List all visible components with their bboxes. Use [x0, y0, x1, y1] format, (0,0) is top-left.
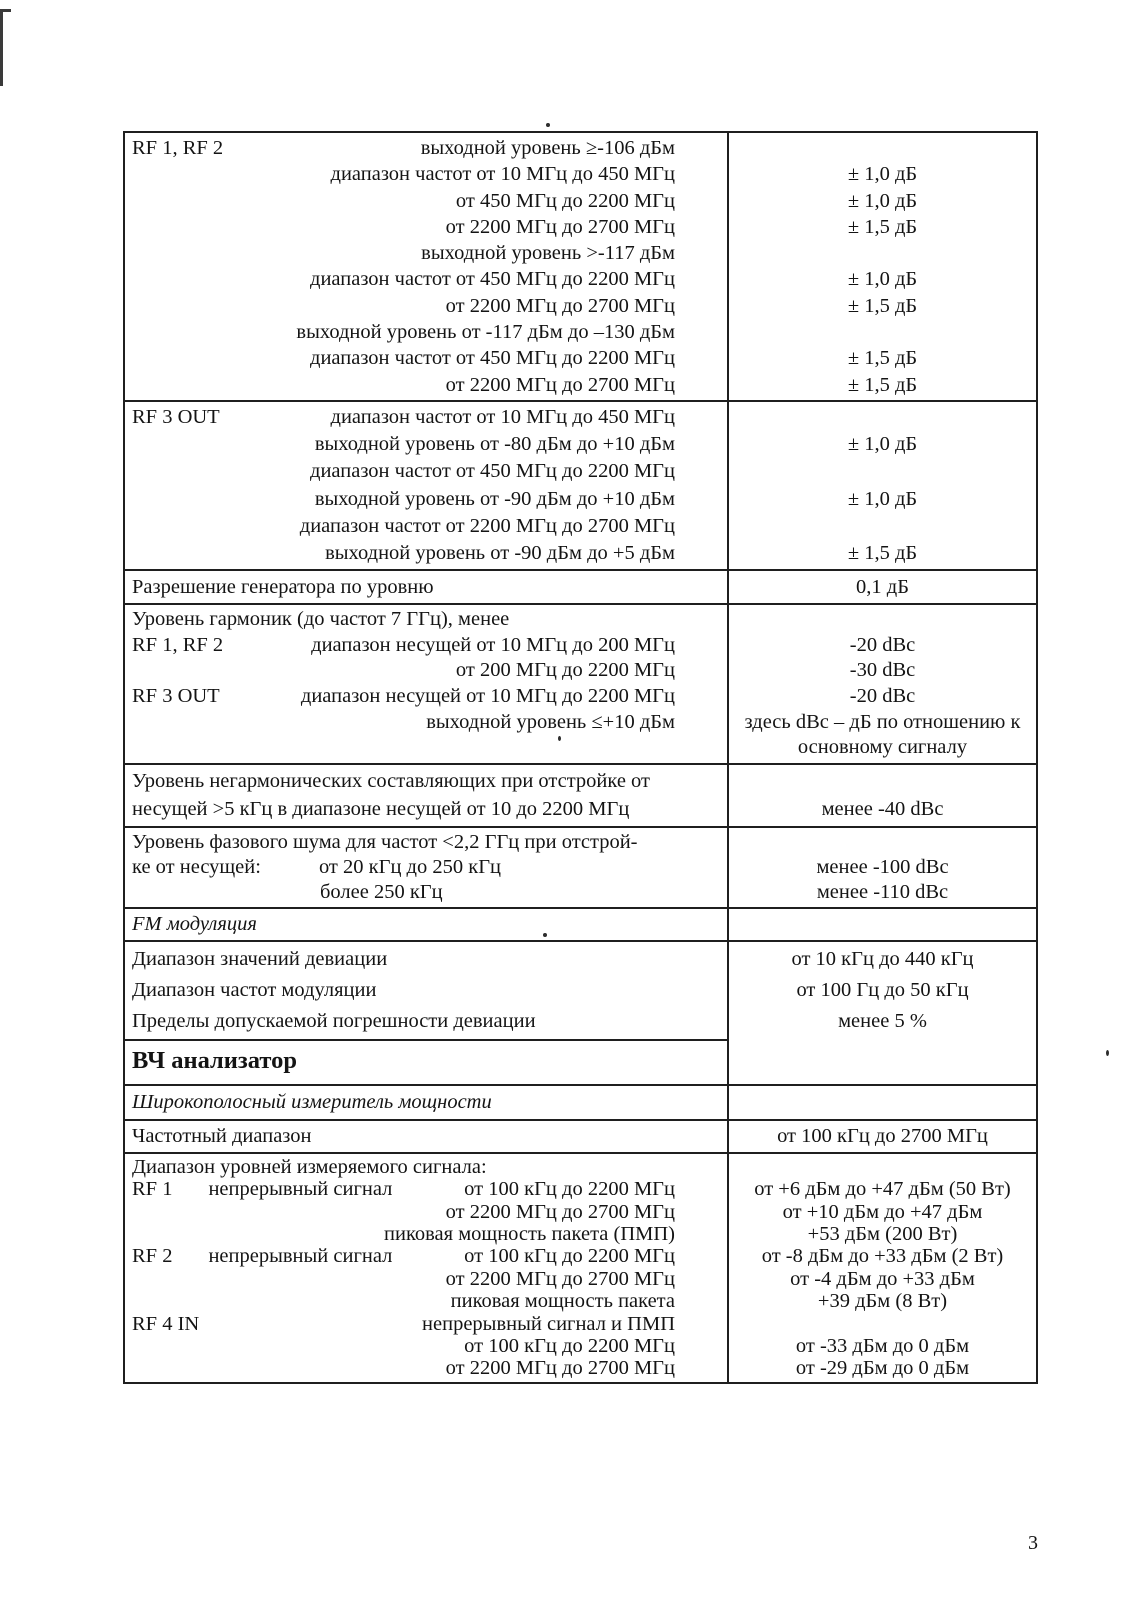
line-text: от 2200 МГц до 2700 МГц: [445, 1200, 675, 1223]
line-text: Широкополосный измеритель мощности: [132, 1090, 492, 1113]
row-fm-modulation-header: [124, 908, 1037, 941]
spec-value: от 10 кГц до 440 кГц: [791, 947, 974, 970]
spec-line: [125, 1313, 727, 1335]
line-text: от 2200 МГц до 2700 МГц: [445, 1357, 675, 1380]
spec-line: [125, 345, 727, 371]
spec-value: ± 1,5 дБ: [847, 215, 918, 238]
scan-artifact: [0, 12, 3, 86]
spec-value: от 100 кГц до 2700 МГц: [777, 1124, 988, 1147]
spec-value: ± 1,0 дБ: [847, 268, 918, 291]
spec-line: [125, 710, 727, 736]
line-text: пиковая мощность пакета (ПМП): [384, 1222, 675, 1245]
line-label: RF 3 OUT: [132, 405, 220, 428]
spec-value: +53 дБм (200 Вт): [807, 1222, 958, 1245]
spec-line: [125, 486, 727, 513]
line-label: RF 4 IN: [132, 1312, 200, 1335]
spec-value: от -8 дБм до +33 дБм (2 Вт): [761, 1245, 1004, 1268]
line-sublabel: непрерывный сигнал: [208, 1245, 393, 1268]
spec-value: основному сигналу: [797, 736, 968, 759]
spec-value: менее -40 dBc: [821, 798, 944, 821]
line-text: диапазон частот от 450 МГц до 2200 МГц: [310, 347, 675, 370]
spec-line: [125, 135, 727, 161]
line-text: непрерывный сигнал и ПМП: [422, 1312, 675, 1335]
spec-line: [125, 1123, 727, 1150]
spec-value: ± 1,5 дБ: [847, 294, 918, 317]
line-text: выходной уровень от -90 дБм до +10 дБм: [314, 487, 675, 510]
line-text: Диапазон уровней измеряемого сигнала:: [132, 1155, 487, 1178]
row-phase-noise: [124, 827, 1037, 908]
line-text: выходной уровень от -117 дБм до –130 дБм: [296, 321, 675, 344]
row-frequency-range: [124, 1120, 1037, 1153]
line-label: RF 1: [132, 1178, 173, 1201]
spec-value: менее 5 %: [838, 1009, 927, 1032]
line-label: RF 1, RF 2: [132, 137, 224, 159]
line-text: диапазон частот от 10 МГц до 450 МГц: [330, 163, 675, 186]
line-text: от 450 МГц до 2200 МГц: [455, 189, 675, 212]
row-rf12-accuracy: [124, 132, 1037, 401]
spec-line: [125, 431, 727, 458]
line-text: от 2200 МГц до 2700 МГц: [445, 1267, 675, 1290]
line-text: выходной уровень от -90 дБм до +5 дБм: [325, 541, 675, 564]
spec-line: [125, 293, 727, 319]
row-nonharmonic-level: [124, 764, 1037, 827]
spec-line: [125, 633, 727, 659]
line-text: диапазон частот от 10 МГц до 450 МГц: [330, 405, 675, 428]
row-broadband-power-meter-header: [124, 1085, 1037, 1120]
spec-line: [125, 372, 727, 398]
line-text: выходной уровень >-117 дБм: [421, 242, 675, 265]
line-text: диапазон частот от 2200 МГц до 2700 МГц: [299, 514, 675, 537]
spec-value: ± 1,5 дБ: [847, 373, 918, 396]
spec-value: от +6 дБм до +47 дБм (50 Вт): [754, 1178, 1011, 1201]
line-text: Уровень негармонических составляющих при отстройке от: [132, 769, 650, 792]
spec-value: ± 1,0 дБ: [847, 189, 918, 212]
spec-value: 0,1 дБ: [856, 576, 909, 599]
row-level-resolution: [124, 570, 1037, 604]
spec-value: [729, 319, 1036, 345]
line-label: RF 2: [132, 1245, 173, 1268]
spec-line: [125, 458, 727, 485]
scan-artifact: [0, 9, 11, 12]
spec-value: -20 dBc: [849, 684, 916, 707]
spec-value: [729, 1313, 1036, 1335]
spec-line: [125, 540, 727, 567]
spec-value: +39 дБм (8 Вт): [817, 1290, 948, 1313]
spec-line: [125, 855, 727, 880]
spec-line: [125, 1357, 727, 1379]
spec-value: [729, 135, 1036, 161]
spec-line: [125, 1044, 727, 1078]
spec-line: [125, 911, 727, 938]
line-text: Пределы допускаемой погрешности девиации: [132, 1009, 536, 1032]
line-text: выходной уровень ≤+10 дБм: [426, 710, 675, 733]
line-text: диапазон несущей от 10 МГц до 2200 МГц: [300, 684, 675, 707]
line-text: Уровень фазового шума для частот <2,2 ГГц при отстрой-: [132, 830, 638, 853]
scan-artifact-dot: [1106, 1050, 1109, 1056]
spec-line: [125, 658, 727, 684]
spec-line: [125, 1268, 727, 1290]
line-text: FM модуляция: [132, 912, 257, 935]
spec-value: ± 1,0 дБ: [847, 433, 918, 456]
spec-value: от -4 дБм до +33 дБм: [790, 1267, 975, 1290]
line-text: Диапазон частот модуляции: [132, 978, 377, 1001]
line-text: диапазон частот от 450 МГц до 2200 МГц: [310, 460, 675, 483]
line-text: от 2200 МГц до 2700 МГц: [445, 373, 675, 396]
spec-value: [729, 767, 1036, 796]
line-text: Разрешение генератора по уровню: [132, 576, 434, 599]
spec-line: [125, 735, 727, 761]
spec-line: [125, 214, 727, 240]
line-sublabel: непрерывный сигнал: [208, 1178, 393, 1201]
spec-line: [125, 1006, 727, 1037]
line-text: от 100 кГц до 2200 МГц: [464, 1335, 675, 1357]
spec-value: [729, 513, 1036, 540]
spec-value: [729, 404, 1036, 431]
spec-value: [729, 607, 1036, 633]
line-text: Частотный диапазон: [132, 1124, 312, 1147]
spec-value: [729, 458, 1036, 485]
spec-line: [125, 1201, 727, 1223]
spec-value: здесь dBc – дБ по отношению к: [744, 710, 1021, 733]
line-text: диапазон частот от 450 МГц до 2200 МГц: [310, 268, 675, 291]
spec-line: [125, 573, 727, 601]
line-label: RF 1, RF 2: [132, 633, 224, 656]
spec-line: [125, 975, 727, 1006]
spec-value: -30 dBc: [849, 659, 916, 682]
spec-value: ± 1,0 дБ: [847, 487, 918, 510]
spec-line: [125, 1088, 727, 1117]
spec-line: [125, 1223, 727, 1245]
spec-value: от -29 дБм до 0 дБм: [795, 1357, 970, 1380]
spec-line: [125, 1290, 727, 1312]
row-rf3out-accuracy: [124, 401, 1037, 570]
line-text: диапазон несущей от 10 МГц до 200 МГц: [311, 633, 675, 656]
spec-line: [125, 1245, 727, 1267]
spec-line: [125, 944, 727, 975]
line-text: от 20 кГц до 250 кГц: [318, 855, 502, 878]
line-text: несущей >5 кГц в диапазоне несущей от 10 до 2200 МГц: [132, 798, 630, 821]
spec-value: [729, 830, 1036, 855]
line-text: выходной уровень ≥-106 дБм: [420, 137, 675, 159]
line-text: от 100 кГц до 2200 МГц: [464, 1245, 675, 1268]
row-harmonics-level: [124, 604, 1037, 764]
line-label: RF 3 OUT: [132, 684, 220, 707]
line-text: пиковая мощность пакета: [450, 1290, 675, 1313]
spec-table: [123, 131, 1038, 1384]
spec-line: [125, 240, 727, 266]
section-heading: ВЧ анализатор: [132, 1046, 297, 1074]
line-text: более 250 кГц: [320, 880, 443, 903]
spec-line: [125, 319, 727, 345]
spec-value: [729, 1156, 1036, 1178]
row-fm-parameters: [124, 941, 1037, 1040]
spec-value: менее -100 dBc: [816, 855, 949, 878]
spec-value: [729, 240, 1036, 266]
spec-line: [125, 1335, 727, 1357]
spec-value: от +10 дБм до +47 дБм: [782, 1200, 983, 1223]
spec-value: ± 1,5 дБ: [847, 347, 918, 370]
scan-artifact-dot: [546, 123, 550, 127]
spec-line: [125, 880, 727, 905]
spec-value: от 100 Гц до 50 кГц: [796, 978, 969, 1001]
line-text: Диапазон значений девиации: [132, 947, 388, 970]
spec-value: от -33 дБм до 0 дБм: [795, 1334, 970, 1357]
spec-line: [125, 404, 727, 431]
spec-line: [125, 266, 727, 292]
spec-value: -20 dBc: [849, 633, 916, 656]
spec-line: [125, 607, 727, 633]
spec-value: ± 1,0 дБ: [847, 163, 918, 186]
spec-line: [125, 161, 727, 187]
spec-line: [125, 188, 727, 214]
line-text: выходной уровень от -80 дБм до +10 дБм: [314, 433, 675, 456]
spec-line: [125, 513, 727, 540]
spec-line: [125, 684, 727, 710]
spec-value: менее -110 dBc: [816, 880, 949, 903]
line-label: ке от несущей:: [132, 855, 261, 878]
spec-line: [125, 1178, 727, 1200]
row-measured-signal-levels: [124, 1153, 1037, 1383]
line-text: от 2200 МГц до 2700 МГц: [445, 215, 675, 238]
line-text: от 200 МГц до 2200 МГц: [455, 659, 675, 682]
line-text: от 100 кГц до 2200 МГц: [464, 1178, 675, 1201]
line-text: от 2200 МГц до 2700 МГц: [445, 294, 675, 317]
spec-line: [125, 1156, 727, 1178]
spec-line: [125, 767, 727, 796]
page-number: 3: [1028, 1532, 1038, 1554]
line-text: Уровень гармоник (до частот 7 ГГц), менее: [132, 608, 510, 631]
spec-line: [125, 795, 727, 824]
spec-line: [125, 830, 727, 855]
spec-value: ± 1,5 дБ: [847, 541, 918, 564]
